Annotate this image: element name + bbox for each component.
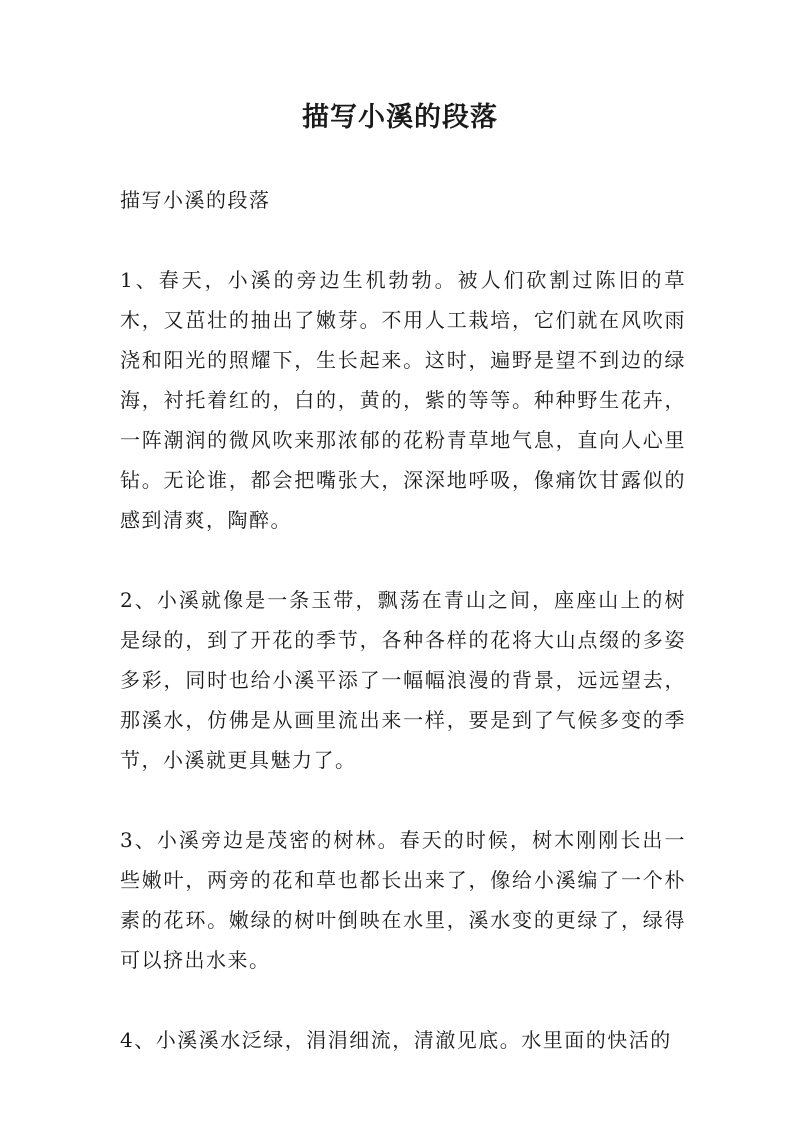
paragraph-3: 3、小溪旁边是茂密的树林。春天的时候，树木刚刚长出一些嫩叶，两旁的花和草也都长出来了，像给小溪编了一个朴素的花环。嫩绿的树叶倒映在水里，溪水变的更绿了，绿得可以挤出水来。 bbox=[120, 828, 686, 972]
document-title: 描写小溪的段落 bbox=[302, 102, 498, 133]
paragraph-2: 2、小溪就像是一条玉带，飘荡在青山之间，座座山上的树是绿的，到了开花的季节，各种各样的花将大山点缀的多姿多彩，同时也给小溪平添了一幅幅浪漫的背景，远远望去，那溪水，仿佛是从画里流出来一样，要是到了气候多变的季节，小溪就更具魅力了。 bbox=[120, 588, 686, 772]
paragraph-1: 1、春天，小溪的旁边生机勃勃。被人们砍割过陈旧的草木，又茁壮的抽出了嫩芽。不用人工栽培，它们就在风吹雨浇和阳光的照耀下，生长起来。这时，遍野是望不到边的绿海，衬托着红的，白的，黄的，紫的等等。种种野生花卉，一阵潮润的微风吹来那浓郁的花粉青草地气息，直向人心里钻。无论谁，都会把嘴张大，深深地呼吸，像痛饮甘露似的感到清爽，陶醉。 bbox=[120, 268, 686, 532]
paragraph-4: 4、小溪溪水泛绿，涓涓细流，清澈见底。水里面的快活的 bbox=[120, 1028, 672, 1052]
document-body bbox=[120, 180, 686, 1100]
document-subtitle: 描写小溪的段落 bbox=[120, 188, 271, 212]
